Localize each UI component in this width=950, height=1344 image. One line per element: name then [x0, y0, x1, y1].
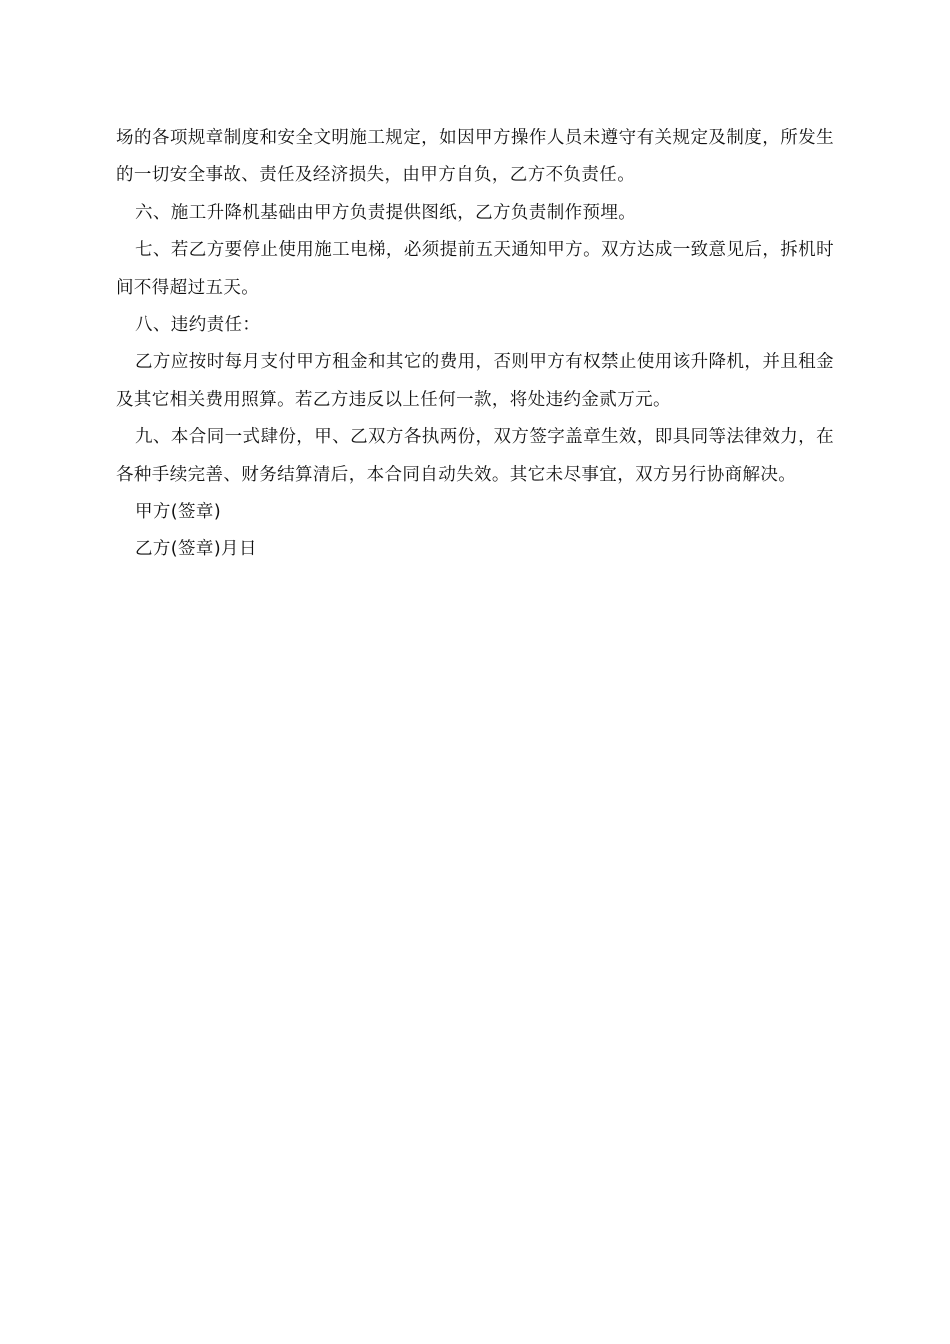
paragraph-clause-7: 七、若乙方要停止使用施工电梯，必须提前五天通知甲方。双方达成一致意见后，拆机时间不得超过五天。 — [116, 240, 834, 298]
document-body — [116, 120, 834, 569]
signature-party-a: 甲方(签章) — [135, 502, 222, 523]
paragraph-clause-8-heading: 八、违约责任： — [135, 315, 261, 336]
paragraph-clause-8-body: 乙方应按时每月支付甲方租金和其它的费用，否则甲方有权禁止使用该升降机，并且租金及其它相关费用照算。若乙方违反以上任何一款，将处违约金贰万元。 — [116, 352, 834, 410]
signature-party-b-date: 乙方(签章)月日 — [135, 539, 257, 560]
paragraph-clause-6: 六、施工升降机基础由甲方负责提供图纸，乙方负责制作预埋。 — [135, 202, 637, 223]
paragraph-clause-9: 九、本合同一式肆份，甲、乙双方各执两份，双方签字盖章生效，即具同等法律效力，在各种手续完善、财务结算清后，本合同自动失效。其它未尽事宜，双方另行协商解决。 — [116, 427, 834, 485]
paragraph-site-rules: 场的各项规章制度和安全文明施工规定，如因甲方操作人员未遵守有关规定及制度，所发生的一切安全事故、责任及经济损失，由甲方自负，乙方不负责任。 — [116, 128, 834, 186]
